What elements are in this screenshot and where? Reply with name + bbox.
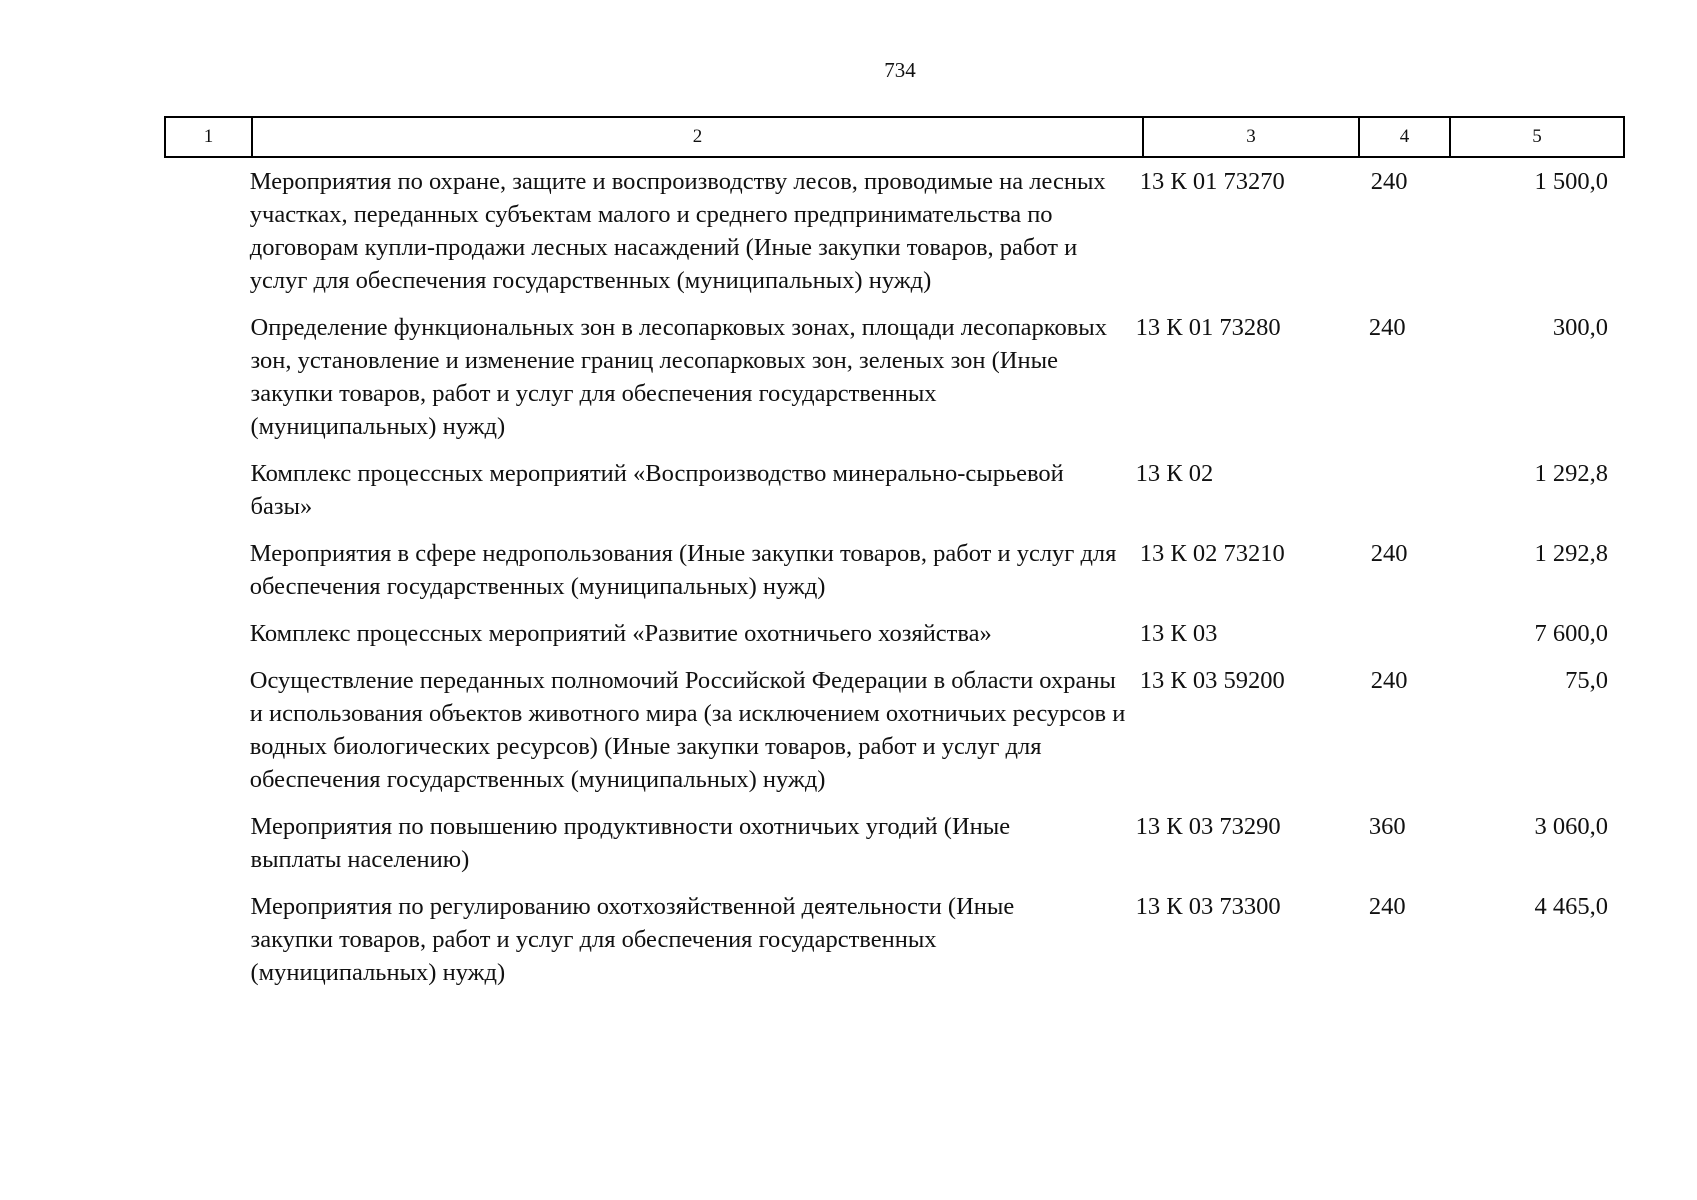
type-cell — [1342, 457, 1432, 523]
code-cell: 13 К 03 73300 — [1135, 893, 1281, 920]
description-cell — [250, 537, 1134, 603]
page-number: 734 — [884, 58, 916, 82]
row-description: Мероприятия в сфере недропользования (Иные закупки товаров, работ и услуг для обеспечения государственных (муниципальных) нужд) — [249, 540, 1117, 600]
row-description: Мероприятия по повышению продуктивности охотничьих угодий (Иные выплаты населению) — [250, 813, 1011, 873]
code-cell: 13 К 03 59200 — [1139, 667, 1285, 694]
code-cell: 13 К 01 73280 — [1135, 314, 1281, 341]
row-number-cell — [164, 165, 250, 297]
description-cell — [251, 810, 1130, 876]
header-col-3: 3 — [1143, 117, 1359, 157]
code-cell: 13 К 01 73270 — [1139, 168, 1285, 195]
amount-cell: 75,0 — [1565, 667, 1609, 694]
type-cell: 240 — [1370, 168, 1408, 195]
row-number-cell — [164, 810, 251, 876]
row-description: Комплекс процессных мероприятий «Развитие охотничьего хозяйства» — [249, 620, 992, 647]
code-cell: 13 К 03 73290 — [1135, 813, 1281, 840]
type-cell — [1345, 617, 1434, 650]
row-description: Осуществление переданных полномочий Российской Федерации в области охраны и использования объектов животного мира (за исключением охотничьих ресурсов и водных биологических ресурсов) (Иные закупки товаров, работ и услуг для обеспечения государственных (муниципальных) нужд) — [249, 667, 1126, 793]
code-cell: 13 К 03 — [1139, 620, 1218, 647]
row-description: Мероприятия по регулированию охотхозяйственной деятельности (Иные закупки товаров, работ и услуг для обеспечения государственных (муниципальных) нужд) — [250, 893, 1015, 986]
table-row — [164, 890, 1616, 989]
code-cell: 13 К 02 — [1135, 460, 1214, 487]
table-row — [164, 617, 1616, 650]
table-row — [164, 457, 1616, 523]
code-cell: 13 К 02 73210 — [1139, 540, 1285, 567]
row-number-cell — [164, 664, 250, 796]
row-number-cell — [164, 890, 251, 989]
type-cell: 360 — [1368, 813, 1406, 840]
description-cell — [251, 457, 1130, 523]
amount-cell: 4 465,0 — [1534, 893, 1608, 920]
description-cell — [250, 617, 1134, 650]
amount-cell: 1 500,0 — [1534, 168, 1609, 195]
row-description: Комплекс процессных мероприятий «Воспроизводство минерально-сырьевой базы» — [250, 460, 1064, 520]
header-col-2: 2 — [252, 117, 1143, 157]
row-description: Мероприятия по охране, защите и воспроизводству лесов, проводимые на лесных участках, переданных субъектам малого и среднего предпринимательства по договорам купли-продажи лесных насаждений (Иные закупки товаров, работ и услуг для обеспечения государственных (муниципальных) нужд) — [249, 168, 1106, 294]
table-row — [164, 664, 1616, 796]
row-number-cell — [164, 311, 251, 443]
description-cell — [251, 890, 1130, 989]
amount-cell: 7 600,0 — [1534, 620, 1609, 647]
table-row — [164, 537, 1616, 603]
amount-cell: 1 292,8 — [1534, 540, 1609, 567]
header-col-1: 1 — [165, 117, 252, 157]
header-col-5: 5 — [1450, 117, 1624, 157]
table-body — [164, 165, 1616, 1003]
row-description: Определение функциональных зон в лесопарковых зонах, площади лесопарковых зон, установление и изменение границ лесопарковых зон, зеленых зон (Иные закупки товаров, работ и услуг для обеспечения государственных (муниципальных) нужд) — [250, 314, 1107, 440]
amount-cell: 1 292,8 — [1534, 460, 1608, 487]
description-cell — [250, 664, 1134, 796]
description-cell — [250, 165, 1134, 297]
table-row — [164, 810, 1616, 876]
row-number-cell — [164, 617, 250, 650]
table-header — [164, 116, 1625, 158]
type-cell: 240 — [1370, 667, 1408, 694]
type-cell: 240 — [1370, 540, 1408, 567]
table-row — [164, 165, 1616, 297]
header-col-4: 4 — [1359, 117, 1450, 157]
type-cell: 240 — [1368, 893, 1406, 920]
row-number-cell — [164, 537, 250, 603]
description-cell — [251, 311, 1130, 443]
type-cell: 240 — [1368, 314, 1406, 341]
table-row — [164, 311, 1616, 443]
amount-cell: 3 060,0 — [1534, 813, 1608, 840]
amount-cell: 300,0 — [1552, 314, 1608, 341]
row-number-cell — [164, 457, 251, 523]
